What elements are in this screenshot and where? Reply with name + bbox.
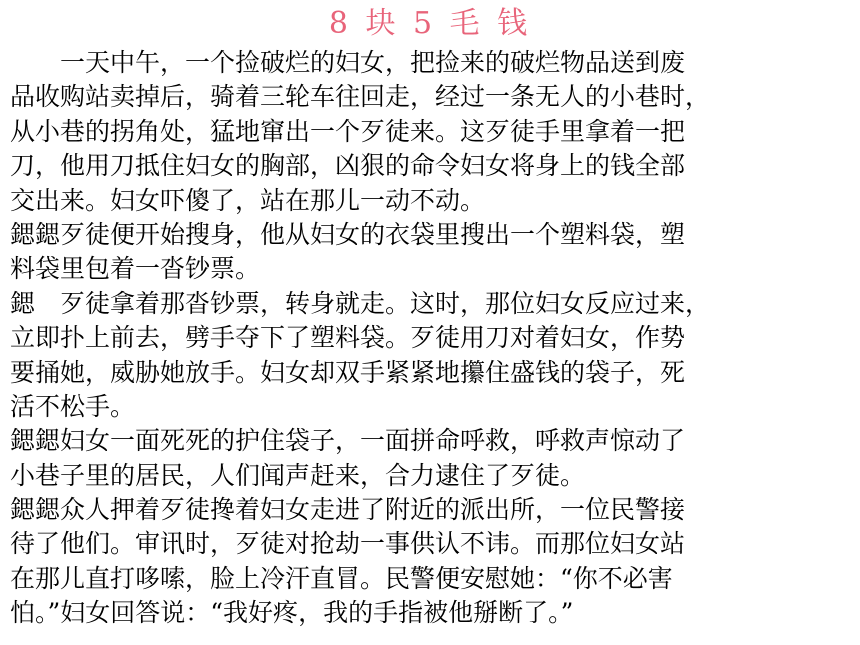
text-line: 怕。”妇女回答说：“我好疼，我的手指被他掰断了。” <box>10 598 574 628</box>
text-line: 鍶 歹徒拿着那沓钞票，转身就走。这时，那位妇女反应过来， <box>10 288 711 318</box>
text-line: 交出来。妇女吓傻了，站在那儿一动不动。 <box>10 185 486 215</box>
text-line: 立即扑上前去，劈手夺下了塑料袋。歹徒用刀对着妇女，作势 <box>10 323 686 353</box>
text-line: 在那儿直打哆嗦，脸上冷汗直冒。民警便安慰她：“你不必害 <box>10 563 673 593</box>
document-title: 8 块 5 毛 钱 <box>328 6 532 41</box>
text-line: 一天中午，一个捡破烂的妇女，把捡来的破烂物品送到废 <box>60 48 686 77</box>
text-line: 刀，他用刀抵住妇女的胸部，凶狠的命令妇女将身上的钱全部 <box>10 151 686 181</box>
text-line: 要捅她，威胁她放手。妇女却双手紧紧地攥住盛钱的袋子，死 <box>10 357 686 387</box>
text-line: 料袋里包着一沓钞票。 <box>10 254 261 284</box>
text-line: 鍶鍶歹徒便开始搜身，他从妇女的衣袋里搜出一个塑料袋，塑 <box>10 219 686 249</box>
document-body <box>10 46 810 631</box>
text-line: 待了他们。审讯时，歹徒对抢劫一事供认不讳。而那位妇女站 <box>10 529 686 559</box>
text-line: 品收购站卖掉后，骑着三轮车往回走，经过一条无人的小巷时， <box>10 82 711 112</box>
text-line: 活不松手。 <box>10 391 136 421</box>
text-line: 小巷子里的居民，人们闻声赶来，合力逮住了歹徒。 <box>10 460 586 490</box>
text-line: 鍶鍶妇女一面死死的护住袋子，一面拼命呼救，呼救声惊动了 <box>10 426 686 456</box>
text-line: 从小巷的拐角处，猛地窜出一个歹徒来。这歹徒手里拿着一把 <box>10 116 686 146</box>
text-line: 鍶鍶众人押着歹徒搀着妇女走进了附近的派出所，一位民警接 <box>10 495 686 525</box>
